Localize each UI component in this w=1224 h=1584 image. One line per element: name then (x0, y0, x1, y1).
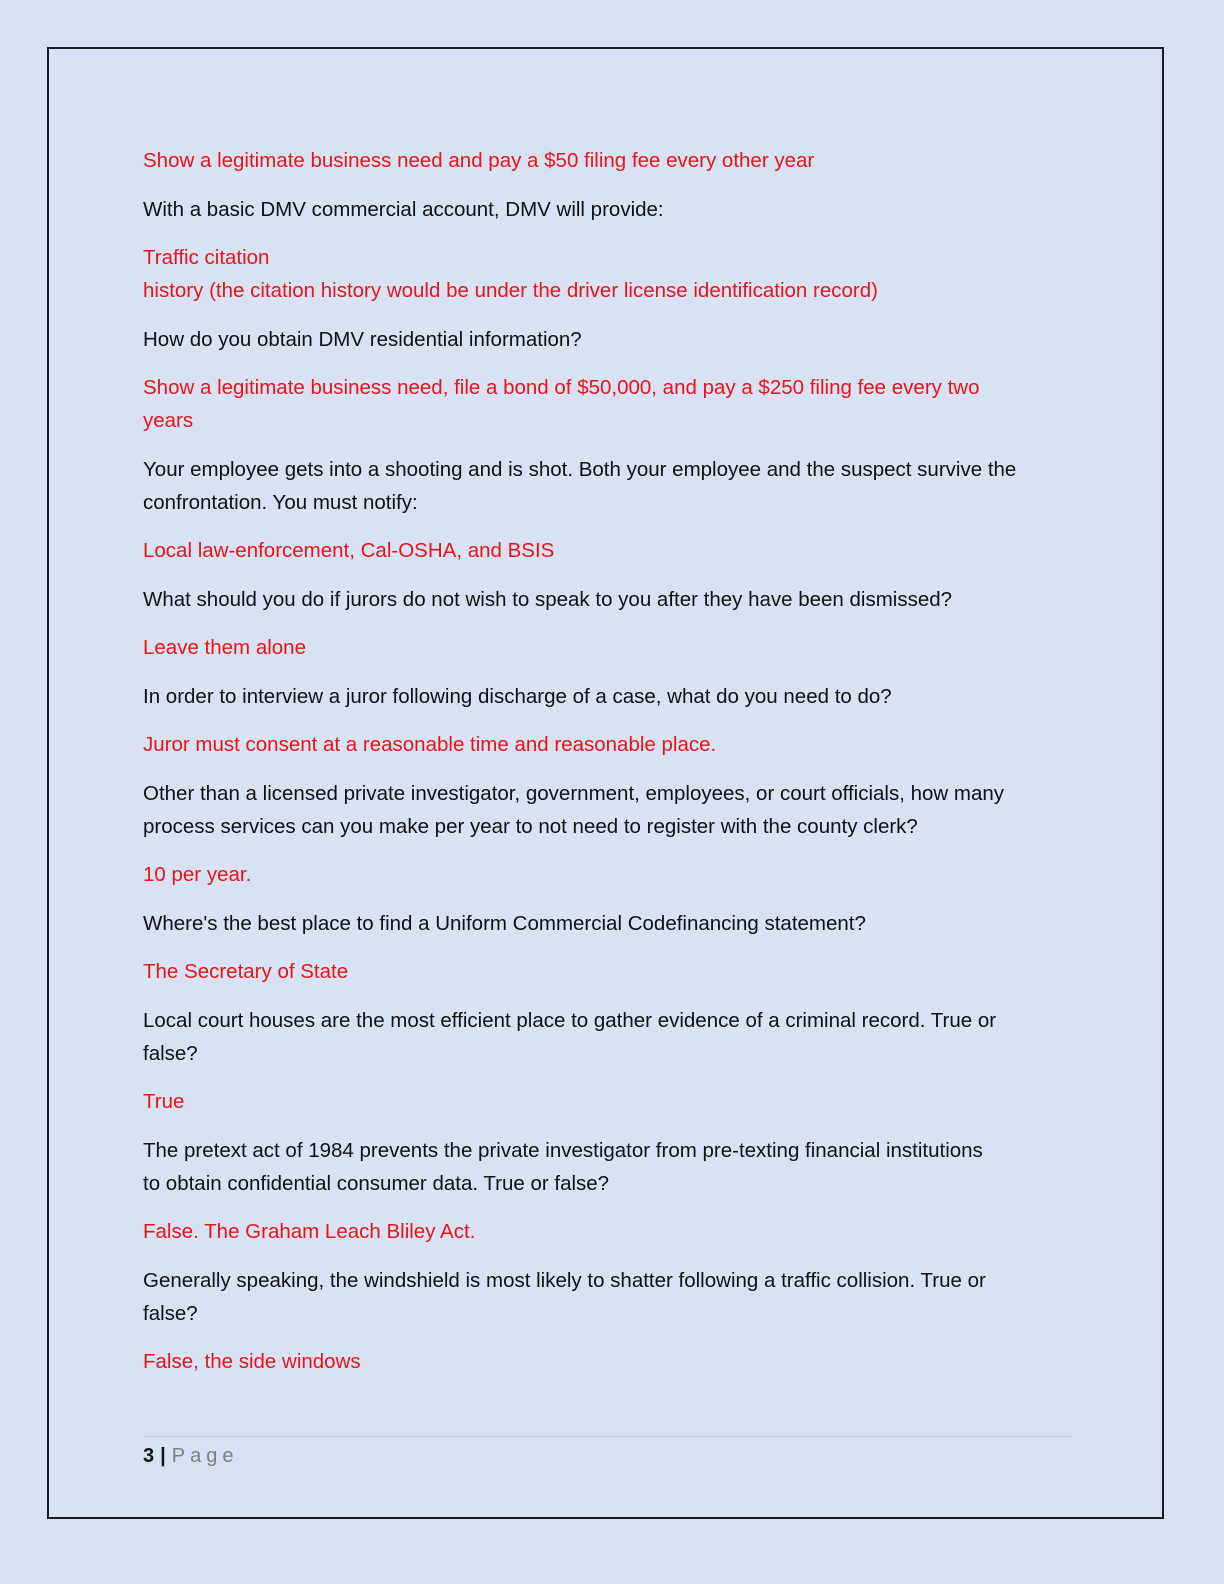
answer-paragraph (143, 1085, 1078, 1118)
question-paragraph (143, 1004, 1078, 1070)
answer-paragraph (143, 858, 1078, 891)
page-footer (143, 1436, 1073, 1471)
answer-paragraph (143, 534, 1078, 567)
answer-paragraph (143, 728, 1078, 761)
text-line: What should you do if jurors do not wish to speak to you after they have been dismissed? (143, 587, 953, 611)
answer-paragraph (143, 631, 1078, 664)
text-line: 10 per year. (143, 863, 252, 886)
text-line: Other than a licensed private investigator, government, employees, or court officials, how many (143, 781, 1005, 805)
text-line: false? (143, 1301, 198, 1325)
text-line: to obtain confidential consumer data. True or false? (143, 1171, 610, 1195)
text-line: Juror must consent at a reasonable time and reasonable place. (143, 733, 717, 756)
answer-paragraph (143, 1215, 1078, 1248)
text-line: How do you obtain DMV residential information? (143, 327, 582, 351)
text-line: confrontation. You must notify: (143, 490, 418, 514)
answer-paragraph (143, 955, 1078, 988)
text-line: The Secretary of State (143, 960, 349, 983)
text-line: False, the side windows (143, 1350, 361, 1373)
text-line: history (the citation history would be under the driver license identification record) (143, 279, 878, 302)
page-number: 3 (143, 1445, 155, 1467)
text-line: In order to interview a juror following discharge of a case, what do you need to do? (143, 684, 892, 708)
text-line: True (143, 1090, 185, 1113)
text-line: years (143, 409, 194, 432)
document-body (143, 144, 1078, 1394)
question-paragraph (143, 907, 1078, 940)
answer-paragraph (143, 144, 1078, 177)
text-line: Generally speaking, the windshield is most likely to shatter following a traffic collision. True or (143, 1268, 986, 1292)
question-paragraph (143, 1134, 1078, 1200)
question-paragraph (143, 680, 1078, 713)
question-paragraph (143, 1264, 1078, 1330)
text-line: process services can you make per year to not need to register with the county clerk? (143, 814, 918, 838)
text-line: With a basic DMV commercial account, DMV will provide: (143, 197, 664, 221)
question-paragraph (143, 453, 1078, 519)
answer-paragraph (143, 241, 1078, 307)
answer-paragraph (143, 371, 1078, 437)
text-line: Local court houses are the most efficient place to gather evidence of a criminal record. True or (143, 1008, 997, 1032)
text-line: Traffic citation (143, 246, 270, 269)
text-line: Your employee gets into a shooting and is shot. Both your employee and the suspect survive the (143, 457, 1017, 481)
text-line: False. The Graham Leach Bliley Act. (143, 1220, 476, 1243)
text-line: Leave them alone (143, 636, 306, 659)
text-line: Show a legitimate business need and pay a $50 filing fee every other year (143, 149, 815, 172)
question-paragraph (143, 193, 1078, 226)
text-line: The pretext act of 1984 prevents the private investigator from pre-texting financial institutions (143, 1138, 983, 1162)
question-paragraph (143, 777, 1078, 843)
text-line: false? (143, 1041, 198, 1065)
page-label: Page (171, 1445, 239, 1467)
answer-paragraph (143, 1345, 1078, 1378)
question-paragraph (143, 583, 1078, 616)
text-line: Show a legitimate business need, file a bond of $50,000, and pay a $250 filing fee every two (143, 376, 980, 399)
question-paragraph (143, 323, 1078, 356)
text-line: Where's the best place to find a Uniform Commercial Codefinancing statement? (143, 911, 866, 935)
text-line: Local law-enforcement, Cal-OSHA, and BSIS (143, 539, 555, 562)
footer-separator: | (160, 1445, 166, 1467)
